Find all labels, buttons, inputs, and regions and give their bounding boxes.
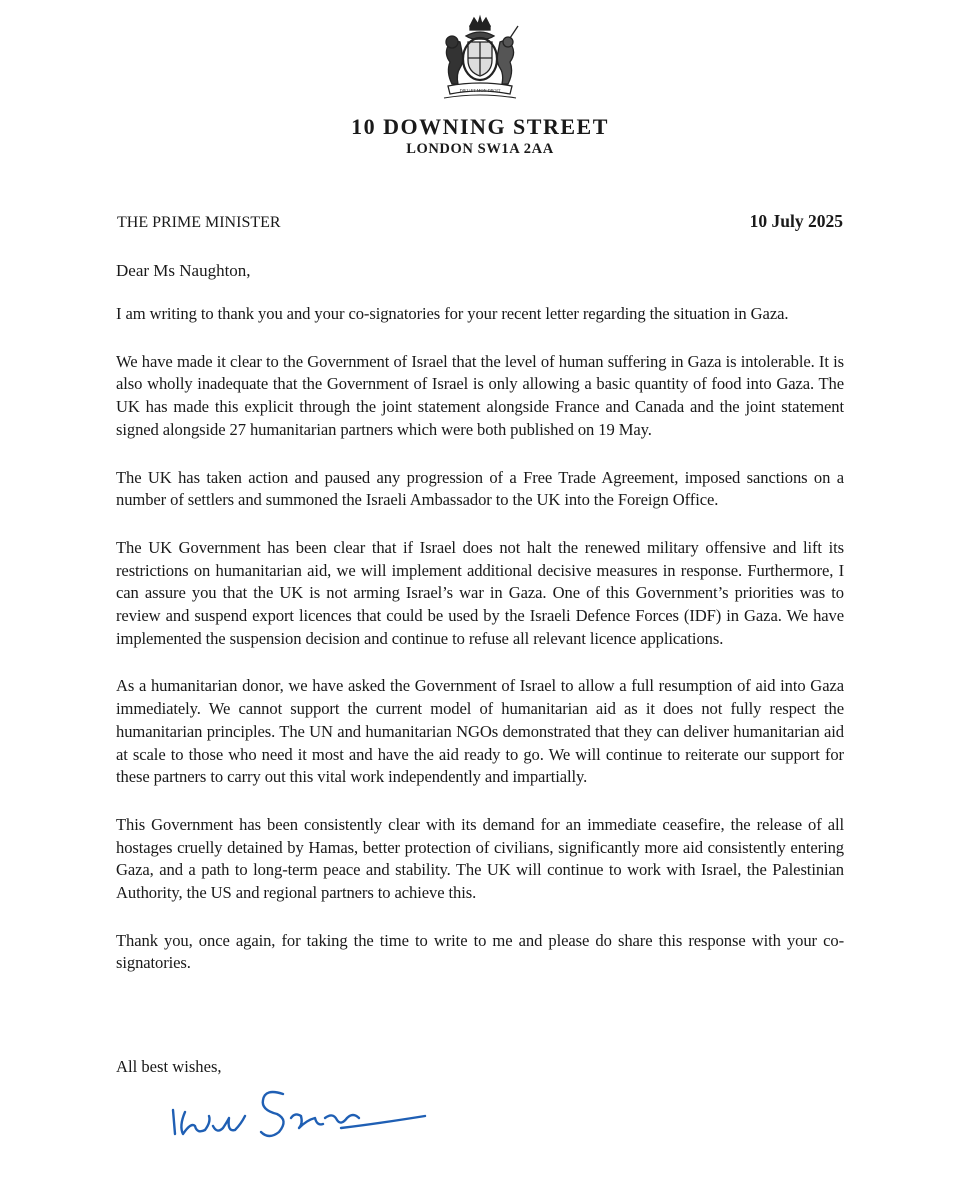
body-paragraph: Thank you, once again, for taking the time to write to me and please do share this response with your co-signatories. — [116, 930, 844, 973]
royal-coat-of-arms-logo — [430, 14, 530, 104]
letterhead-address-line1: 10 DOWNING STREET — [351, 114, 609, 139]
body-paragraph: We have made it clear to the Government of Israel that the level of human suffering in Gaza is intolerable. It is also wholly inadequate that the Government of Israel is only allowing a basic quantity of food into Gaza. The UK has made this explicit through the joint statement alongside France and Canada and the joint statement signed alongside 27 humanitarian partners which were both published on 19 May. — [116, 351, 844, 439]
salutation: Dear Ms Naughton, — [116, 261, 251, 280]
body-paragraph: The UK Government has been clear that if Israel does not halt the renewed military offensive and lift its restrictions on humanitarian aid, we will implement additional decisive measures in response. Furthermore, I can assure you that the UK is not arming Israel’s war in Gaza. One of this Government’s priorities was to review and suspend export licences that could be used by the Israeli Defence Forces (IDF) in Gaza. We have implemented the suspension decision and continue to refuse all relevant licence applications. — [116, 537, 844, 648]
letter-date: 10 July 2025 — [749, 211, 843, 231]
sender-title: THE PRIME MINISTER — [117, 214, 281, 231]
body-paragraph: As a humanitarian donor, we have asked the Government of Israel to allow a full resumption of aid into Gaza immediately. We cannot support the current model of humanitarian aid as it does not fully respect the humanitarian principles. The UN and humanitarian NGOs demonstrated that they can deliver humanitarian aid at scale to those who need it most and have the aid ready to go. We will continue to reiterate our support for these partners to carry out this vital work independently and impartially. — [116, 676, 844, 787]
letter-body — [116, 303, 844, 1000]
body-paragraph: I am writing to thank you and your co-signatories for your recent letter regarding the situation in Gaza. — [116, 304, 789, 323]
body-paragraph: This Government has been consistently clear with its demand for an immediate ceasefire, the release of all hostages cruelly detained by Hamas, better protection of civilians, significantly more aid consistently entering Gaza, and a path to long-term peace and stability. The UK will continue to work with Israel, the Palestinian Authority, the US and regional partners to achieve this. — [116, 814, 844, 903]
crest-motto: DIEU ET MON DROIT — [459, 88, 501, 93]
handwritten-signature — [165, 1082, 435, 1152]
letterhead-address-line2: LONDON SW1A 2AA — [406, 141, 554, 157]
body-paragraph: The UK has taken action and paused any progression of a Free Trade Agreement, imposed sanctions on a number of settlers and summoned the Israeli Ambassador to the UK into the Foreign Office. — [116, 467, 844, 510]
signoff: All best wishes, — [116, 1057, 222, 1076]
